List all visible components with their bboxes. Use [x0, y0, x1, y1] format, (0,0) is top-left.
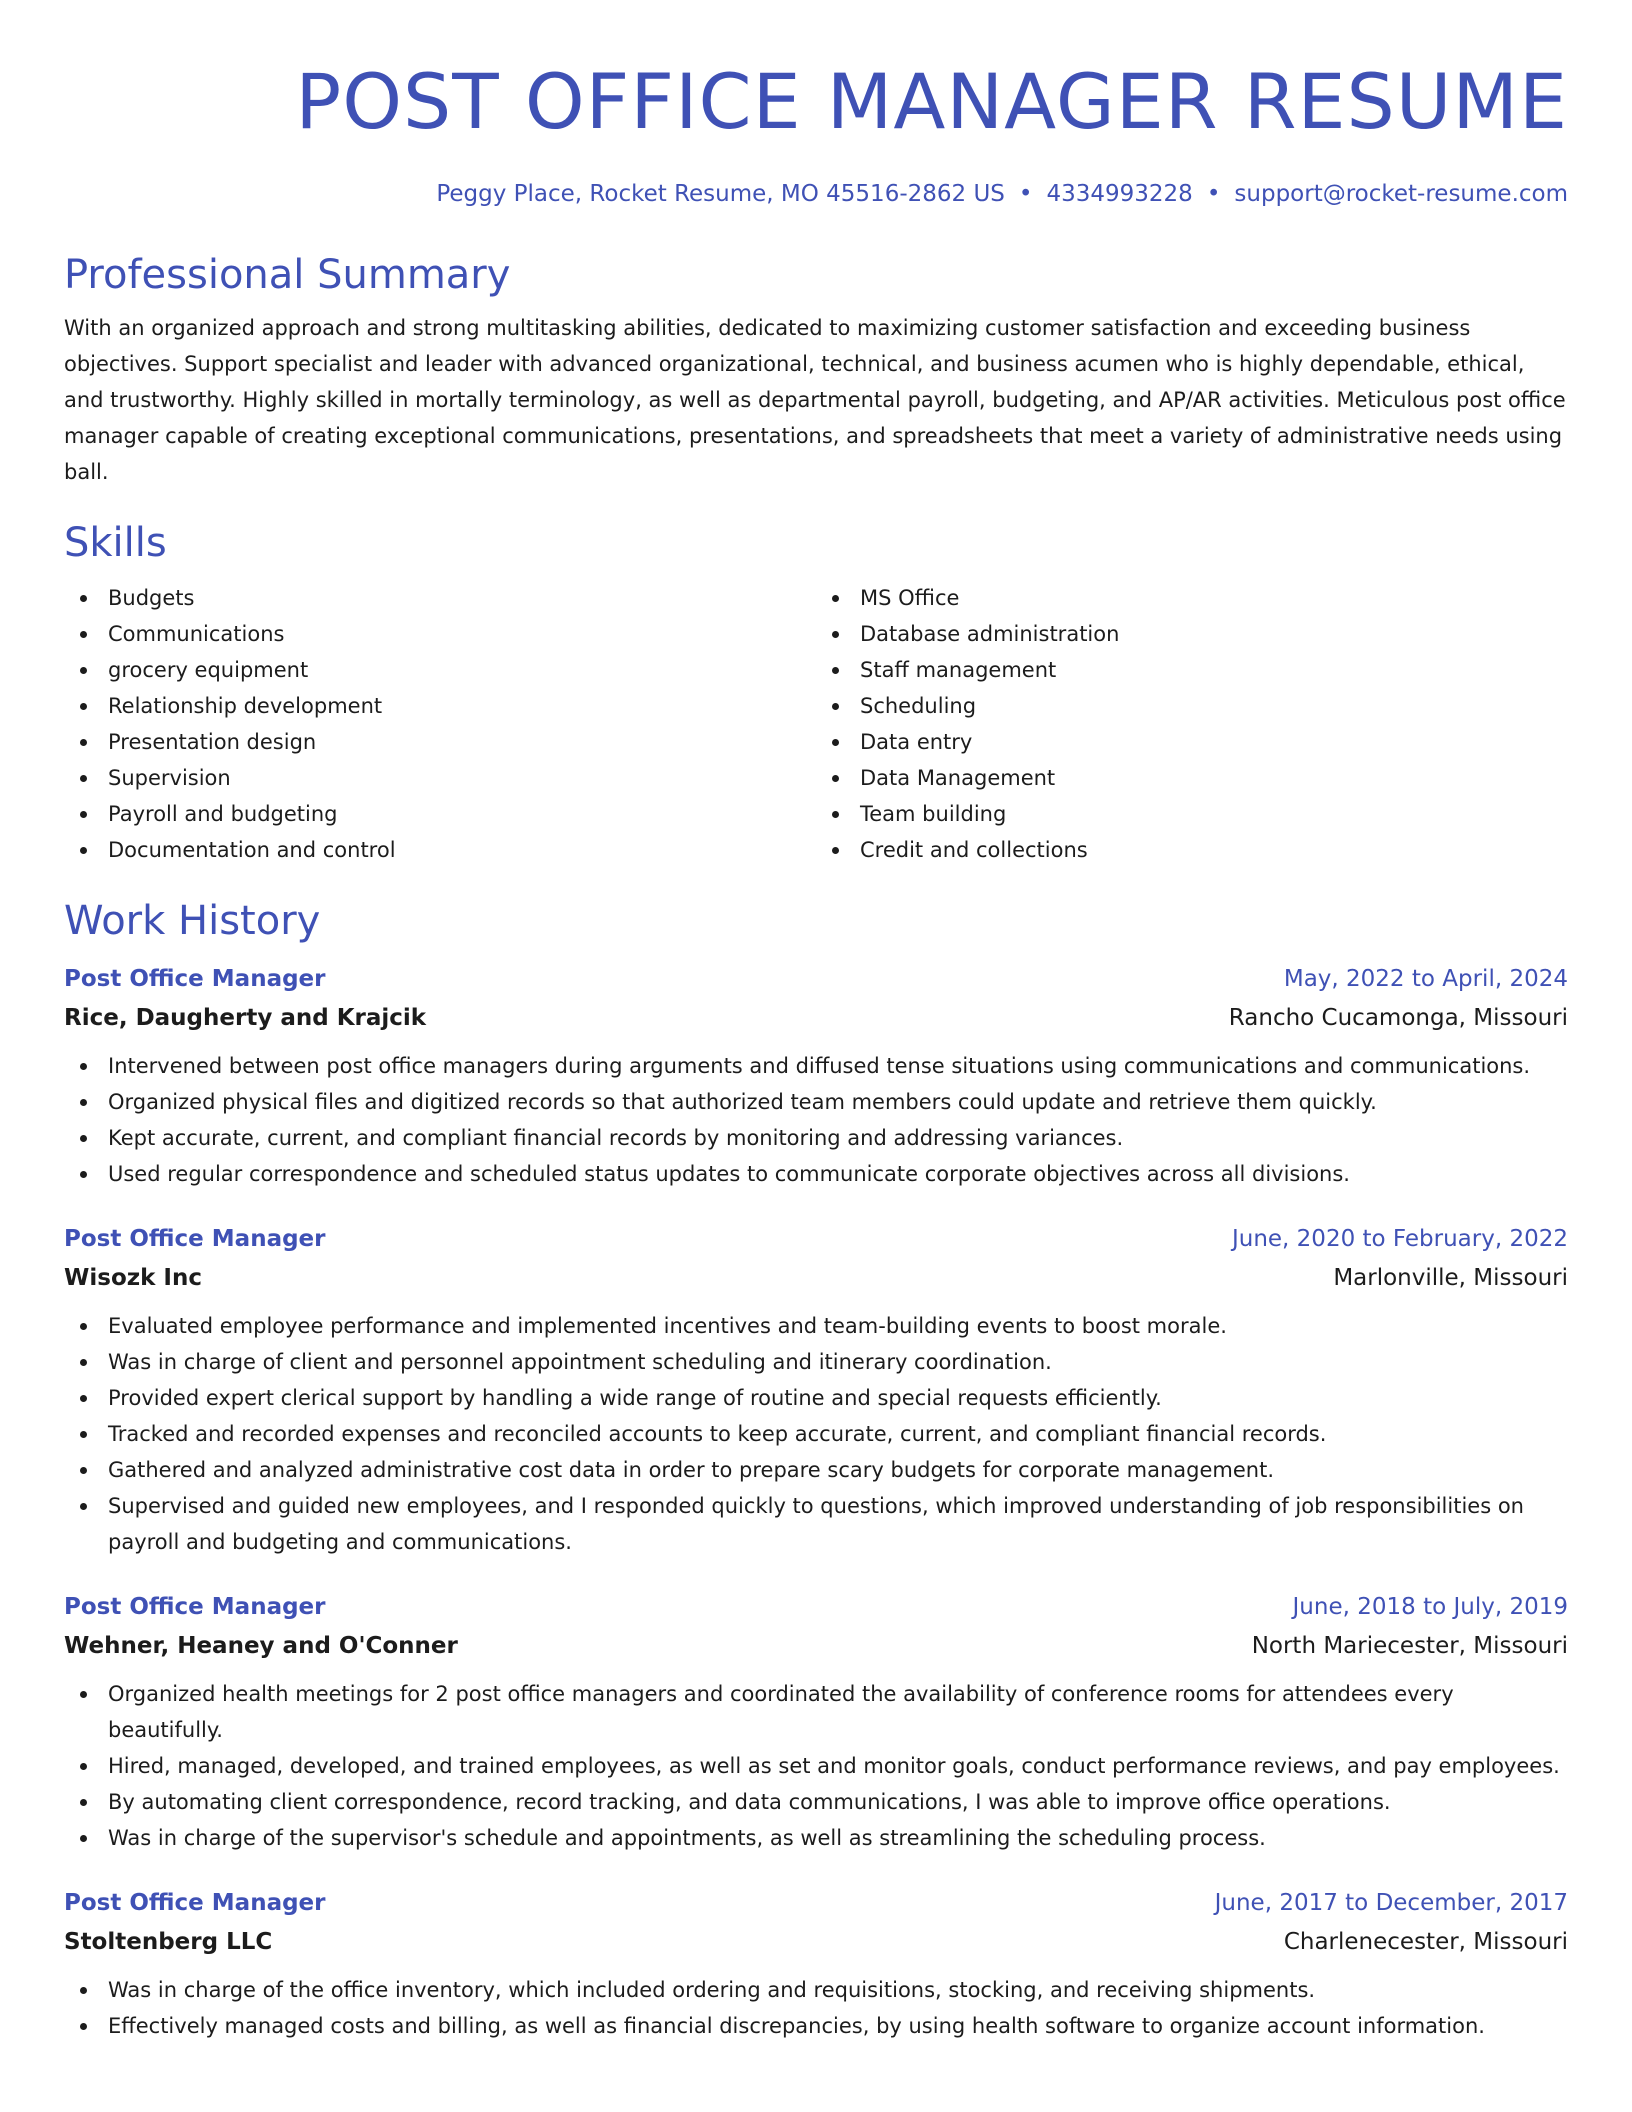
job-bullets [64, 1048, 1568, 1192]
job-header [64, 1588, 1568, 1626]
job-bullet: Kept accurate, current, and compliant financial records by monitoring and addressing variances. [64, 1120, 1568, 1156]
job-company: Wisozk Inc [64, 1265, 202, 1291]
job-bullet: By automating client correspondence, record tracking, and data communications, I was able to improve office operations. [64, 1784, 1568, 1820]
job-title: Post Office Manager [64, 1594, 326, 1620]
job-title: Post Office Manager [64, 966, 326, 992]
job-title: Post Office Manager [64, 1226, 326, 1252]
job-location: Charlenecester, Missouri [1283, 1929, 1568, 1955]
skills-heading: Skills [64, 520, 167, 566]
contact-address: Peggy Place, Rocket Resume, MO 45516-2862 US [436, 181, 1005, 207]
job-location: Marlonville, Missouri [1333, 1265, 1568, 1291]
job-entry [64, 1588, 1568, 1856]
job-bullet: Organized health meetings for 2 post office managers and coordinated the availability of conference rooms for attendees every beautifully. [64, 1676, 1568, 1748]
job-bullet: Hired, managed, developed, and trained employees, as well as set and monitor goals, conduct performance reviews, and pay employees. [64, 1748, 1568, 1784]
contact-email[interactable]: support@rocket-resume.com [1234, 181, 1568, 207]
skill-item: Data entry [816, 724, 1568, 760]
skill-item: Data Management [816, 760, 1568, 796]
skill-item: Budgets [64, 580, 816, 616]
job-company: Stoltenberg LLC [64, 1929, 273, 1955]
summary-heading: Professional Summary [64, 252, 511, 298]
job-title: Post Office Manager [64, 1890, 326, 1916]
skills-columns [64, 580, 1568, 868]
skill-item: Database administration [816, 616, 1568, 652]
skill-item: Relationship development [64, 688, 816, 724]
job-dates: June, 2017 to December, 2017 [1214, 1890, 1568, 1916]
skill-item: Credit and collections [816, 832, 1568, 868]
job-entry [64, 1220, 1568, 1560]
contact-separator: • [1206, 181, 1221, 207]
job-bullet: Supervised and guided new employees, and I responded quickly to questions, which improved understanding of job responsibilities on payroll and budgeting and communications. [64, 1488, 1568, 1560]
job-subheader [64, 998, 1568, 1038]
job-bullet: Was in charge of client and personnel appointment scheduling and itinerary coordination. [64, 1344, 1568, 1380]
skill-item: MS Office [816, 580, 1568, 616]
skill-item: Scheduling [816, 688, 1568, 724]
job-subheader [64, 1922, 1568, 1962]
job-bullet: Was in charge of the supervisor's schedule and appointments, as well as streamlining the scheduling process. [64, 1820, 1568, 1856]
summary-text: With an organized approach and strong multitasking abilities, dedicated to maximizing customer satisfaction and exceeding business objectives. Support specialist and leader with advanced organizational, technical, and business acumen who is highly dependable, ethical, and trustworthy. Highly skilled in mortally terminology, as well as departmental payroll, budgeting, and AP/AR activities. Meticulous post office manager capable of creating exceptional communications, presentations, and spreadsheets that meet a variety of administrative needs using ball. [64, 316, 1566, 484]
skill-item: Supervision [64, 760, 816, 796]
skill-item: Staff management [816, 652, 1568, 688]
job-bullet: Organized physical files and digitized records so that authorized team members could update and retrieve them quickly. [64, 1084, 1568, 1120]
job-entry [64, 1884, 1568, 2044]
contact-separator: • [1018, 181, 1033, 207]
skills-section [64, 518, 1568, 868]
skill-item: grocery equipment [64, 652, 816, 688]
job-location: Rancho Cucamonga, Missouri [1228, 1005, 1568, 1031]
job-company: Wehner, Heaney and O'Conner [64, 1633, 458, 1659]
contact-line [64, 178, 1568, 210]
job-dates: June, 2018 to July, 2019 [1292, 1594, 1568, 1620]
job-bullet: Used regular correspondence and scheduled status updates to communicate corporate objectives across all divisions. [64, 1156, 1568, 1192]
job-header [64, 1220, 1568, 1258]
job-bullet: Tracked and recorded expenses and reconciled accounts to keep accurate, current, and compliant financial records. [64, 1416, 1568, 1452]
job-bullet: Gathered and analyzed administrative cost data in order to prepare scary budgets for corporate management. [64, 1452, 1568, 1488]
job-dates: May, 2022 to April, 2024 [1283, 966, 1568, 992]
skill-item: Documentation and control [64, 832, 816, 868]
job-bullets [64, 1972, 1568, 2044]
job-bullets [64, 1676, 1568, 1856]
skill-item: Presentation design [64, 724, 816, 760]
job-subheader [64, 1626, 1568, 1666]
resume-title: POST OFFICE MANAGER RESUME [295, 57, 1568, 146]
job-bullet: Evaluated employee performance and implemented incentives and team-building events to boost morale. [64, 1308, 1568, 1344]
job-bullet: Provided expert clerical support by handling a wide range of routine and special requests efficiently. [64, 1380, 1568, 1416]
skill-item: Communications [64, 616, 816, 652]
contact-phone: 4334993228 [1046, 181, 1193, 207]
job-company: Rice, Daugherty and Krajcik [64, 1005, 427, 1031]
skill-item: Team building [816, 796, 1568, 832]
job-location: North Mariecester, Missouri [1251, 1633, 1568, 1659]
job-subheader [64, 1258, 1568, 1298]
summary-section [64, 250, 1568, 490]
job-bullet: Effectively managed costs and billing, as well as financial discrepancies, by using health software to organize account information. [64, 2008, 1568, 2044]
job-entry [64, 960, 1568, 1192]
job-dates: June, 2020 to February, 2022 [1231, 1226, 1568, 1252]
skills-list-left [64, 580, 816, 868]
job-header [64, 960, 1568, 998]
work-history-heading: Work History [64, 898, 321, 944]
job-bullet: Was in charge of the office inventory, which included ordering and requisitions, stocking, and receiving shipments. [64, 1972, 1568, 2008]
work-history-section [64, 896, 1568, 2044]
skill-item: Payroll and budgeting [64, 796, 816, 832]
job-bullets [64, 1308, 1568, 1560]
skills-list-right [816, 580, 1568, 868]
job-bullet: Intervened between post office managers during arguments and diffused tense situations using communications and communications. [64, 1048, 1568, 1084]
job-header [64, 1884, 1568, 1922]
